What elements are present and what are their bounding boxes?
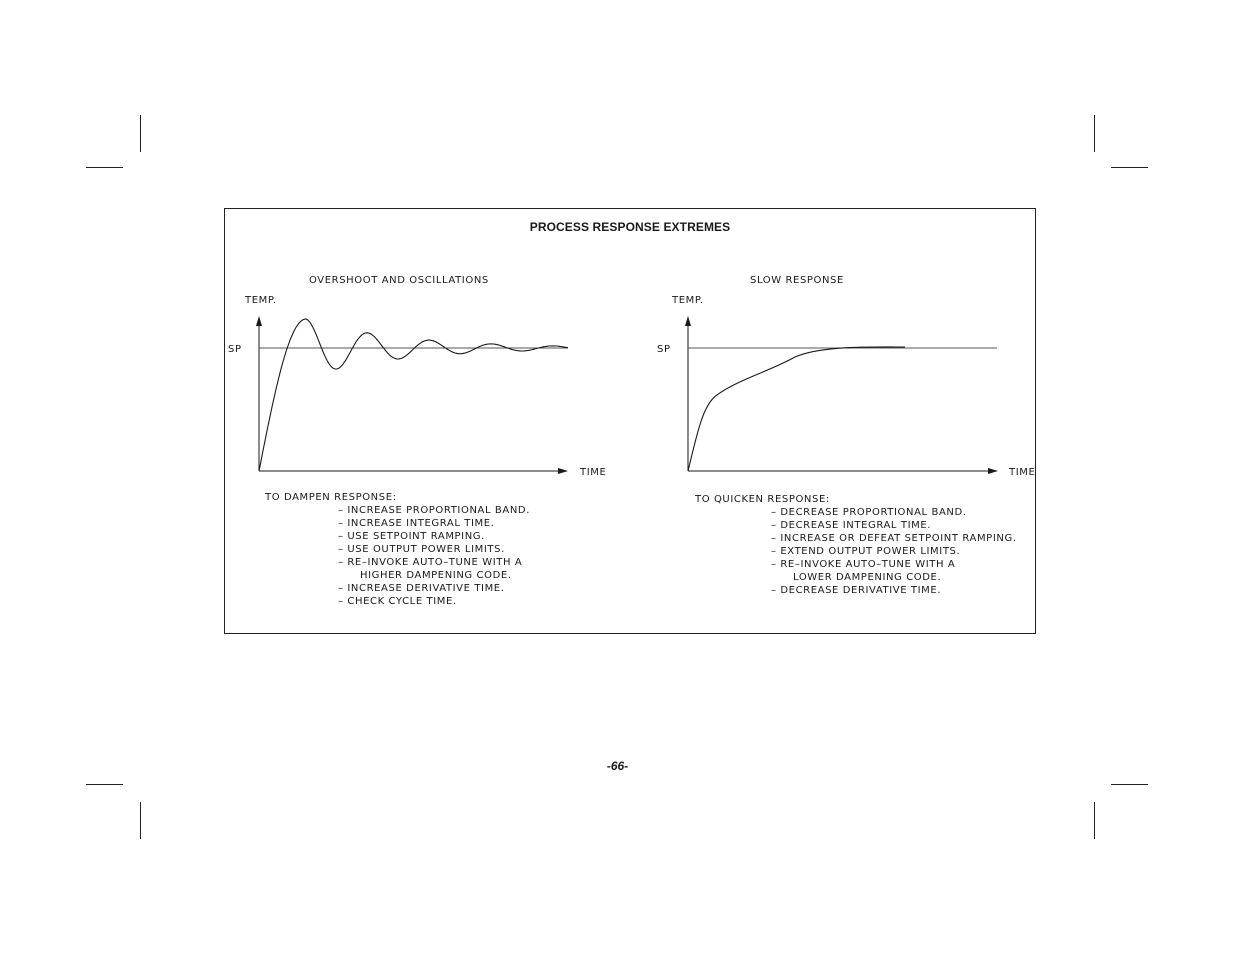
crop-mark-top-right-vertical <box>1094 115 1095 152</box>
right-setpoint-label: SP <box>657 344 671 355</box>
figure-frame <box>224 208 1036 634</box>
right-remedy-list <box>771 507 1017 596</box>
left-remedy-item: – INCREASE INTEGRAL TIME. <box>338 518 495 529</box>
left-setpoint-label: SP <box>228 344 242 355</box>
left-remedy-item: – USE SETPOINT RAMPING. <box>338 531 485 542</box>
crop-mark-top-right-horizontal <box>1111 167 1148 168</box>
right-remedy-item: – DECREASE INTEGRAL TIME. <box>771 520 932 531</box>
right-panel-heading: SLOW RESPONSE <box>750 275 844 286</box>
crop-mark-bottom-left-horizontal <box>86 784 123 785</box>
left-remedy-item: – INCREASE PROPORTIONAL BAND. <box>338 505 530 516</box>
left-remedy-item: – USE OUTPUT POWER LIMITS. <box>338 544 505 555</box>
left-remedy-item: – INCREASE DERIVATIVE TIME. <box>338 583 505 594</box>
right-remedy-heading: TO QUICKEN RESPONSE: <box>695 494 830 505</box>
right-remedy-item: – EXTEND OUTPUT POWER LIMITS. <box>771 546 961 557</box>
right-remedy-item: – INCREASE OR DEFEAT SETPOINT RAMPING. <box>771 533 1017 544</box>
left-panel-heading: OVERSHOOT AND OSCILLATIONS <box>309 275 489 286</box>
crop-mark-bottom-left-vertical <box>140 802 141 839</box>
response-diagram <box>225 209 1037 635</box>
right-y-axis-label: TEMP. <box>672 295 704 306</box>
right-panel <box>657 275 1035 596</box>
slow-response-curve <box>688 347 905 471</box>
right-remedy-item: LOWER DAMPENING CODE. <box>793 572 942 583</box>
right-remedy-item: – DECREASE DERIVATIVE TIME. <box>771 585 942 596</box>
left-panel <box>228 275 606 607</box>
page-number: -66- <box>606 759 629 773</box>
left-remedy-item: HIGHER DAMPENING CODE. <box>360 570 512 581</box>
left-remedy-item: – RE–INVOKE AUTO–TUNE WITH A <box>338 557 523 568</box>
figure-title: PROCESS RESPONSE EXTREMES <box>529 220 731 234</box>
right-x-axis-label: TIME <box>1009 467 1036 478</box>
left-x-axis-label: TIME <box>580 467 607 478</box>
crop-mark-bottom-right-horizontal <box>1111 784 1148 785</box>
crop-mark-top-left-horizontal <box>86 167 123 168</box>
left-remedy-list <box>338 505 530 607</box>
overshoot-oscillation-curve <box>259 319 568 471</box>
right-remedy-item: – DECREASE PROPORTIONAL BAND. <box>771 507 967 518</box>
crop-mark-top-left-vertical <box>140 115 141 152</box>
left-remedy-heading: TO DAMPEN RESPONSE: <box>265 492 397 503</box>
left-remedy-item: – CHECK CYCLE TIME. <box>338 596 457 607</box>
crop-mark-bottom-right-vertical <box>1094 802 1095 839</box>
right-remedy-item: – RE–INVOKE AUTO–TUNE WITH A <box>771 559 956 570</box>
left-y-axis-label: TEMP. <box>245 295 277 306</box>
